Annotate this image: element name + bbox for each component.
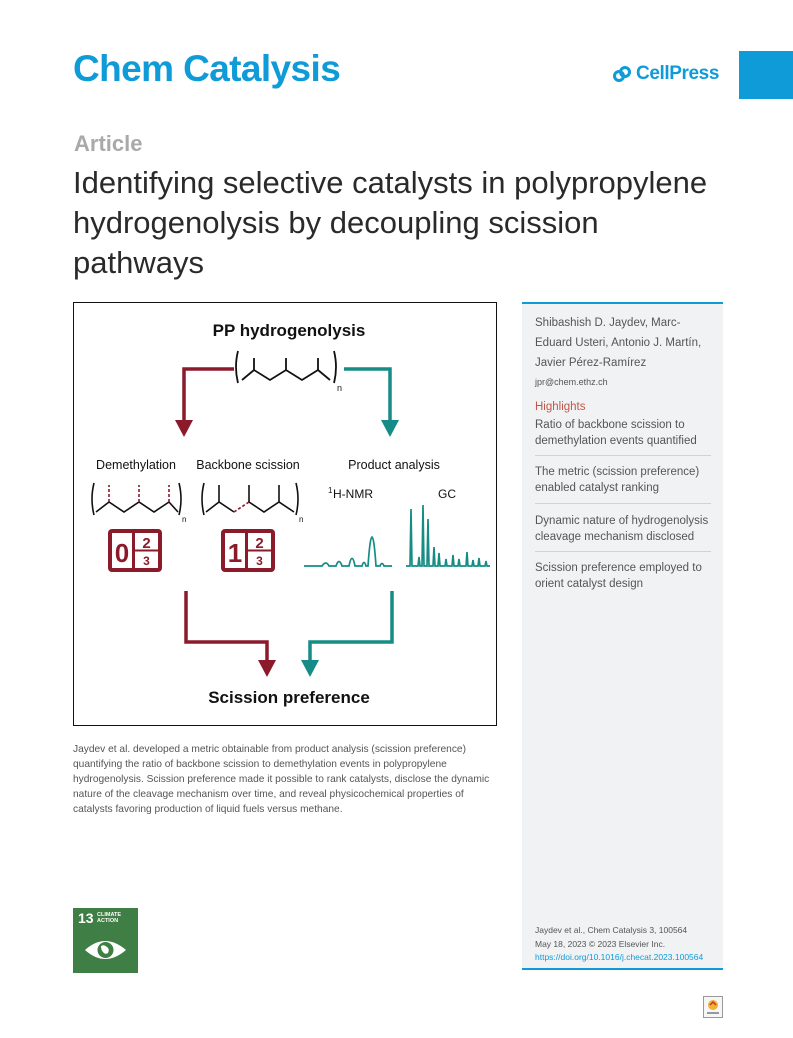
highlight-divider xyxy=(535,551,711,552)
sdg-label-line2: ACTION xyxy=(97,918,119,924)
demethylation-chain xyxy=(92,483,181,515)
teal-arrow-bottom xyxy=(310,591,392,661)
cellpress-logo[interactable] xyxy=(612,63,719,85)
ga-subscript-n: n xyxy=(337,383,343,393)
teal-arrow-top xyxy=(344,369,390,421)
red-arrow-bottom xyxy=(186,591,267,661)
sdg-number: 13 xyxy=(78,910,94,926)
sdg-label-line1: CLIMATE xyxy=(97,912,122,918)
product-analysis-label: Product analysis xyxy=(348,458,440,472)
publisher-name: CellPress xyxy=(636,63,720,84)
header-color-tab xyxy=(739,51,793,99)
pp-chain-top xyxy=(236,351,336,383)
highlights-heading: Highlights xyxy=(535,401,586,413)
red-arrowhead-bottom xyxy=(258,660,276,677)
counter-right-bottom-digit: 3 xyxy=(256,554,263,568)
gc-chromatogram xyxy=(406,505,490,566)
teal-arrowhead-top xyxy=(381,420,399,437)
sdg-climate-action-badge xyxy=(73,908,138,973)
backbone-subscript-n: n xyxy=(299,515,304,524)
doi-link[interactable]: https://doi.org/10.1016/j.checat.2023.100564 xyxy=(535,952,704,962)
demethylation-subscript-n: n xyxy=(182,515,187,524)
author-list: Shibashish D. Jaydev, Marc-Eduard Usteri, Antonio J. Martín, Javier Pérez-Ramírez xyxy=(535,317,702,369)
counter-right-top-digit: 2 xyxy=(255,535,264,552)
counter-right-digit: 1 xyxy=(227,538,243,568)
teal-arrowhead-bottom xyxy=(301,660,319,677)
red-arrowhead-top xyxy=(175,420,193,437)
publication-date: May 18, 2023 © 2023 Elsevier Inc. xyxy=(535,939,666,949)
highlight-divider xyxy=(535,503,711,504)
citation: Jaydev et al., Chem Catalysis 3, 100564 xyxy=(535,925,688,935)
article-title: Identifying selective catalysts in polypropylene hydrogenolysis by decoupling scission pathways xyxy=(73,165,708,280)
summary-text: Jaydev et al. developed a metric obtainable from product analysis (scission preference) quantifying the ratio of backbone scission to demethylation events in polypropylene hydrogenolysis. Scission preference made it possible to rank catalysts, disclose the dynamic nature of the cleavage mechanism over time, and reveal physicochemical properties of catalysts favoring production of liquid fuels versus methane. xyxy=(73,744,490,815)
eye-globe-icon xyxy=(73,908,138,973)
demethylation-label: Demethylation xyxy=(96,458,176,472)
backbone-scission-label: Backbone scission xyxy=(196,458,300,472)
nmr-superscript: 1 xyxy=(328,486,333,495)
highlight-item: Ratio of backbone scission to demethylation events quantified xyxy=(535,419,697,447)
highlight-item: Dynamic nature of hydrogenolysis cleavage mechanism disclosed xyxy=(535,515,709,543)
highlight-item: The metric (scission preference) enabled catalyst ranking xyxy=(535,466,700,494)
graphical-abstract xyxy=(73,302,497,726)
gc-label: GC xyxy=(438,487,456,501)
article-type: Article xyxy=(74,131,143,156)
check-for-updates-icon[interactable] xyxy=(703,996,723,1018)
corresponding-email[interactable]: jpr@chem.ethz.ch xyxy=(535,377,608,387)
counter-left-top-digit: 2 xyxy=(142,535,151,552)
scission-preference-label: Scission preference xyxy=(208,688,370,707)
counter-left-bottom-digit: 3 xyxy=(143,554,150,568)
backbone-scission-chain xyxy=(202,483,298,515)
cellpress-mark-icon xyxy=(612,64,632,84)
highlight-divider xyxy=(535,455,711,456)
counter-left-digit: 0 xyxy=(114,538,130,568)
nmr-label: H-NMR xyxy=(333,487,373,501)
ga-title: PP hydrogenolysis xyxy=(212,321,366,340)
red-arrow-top xyxy=(184,369,234,421)
highlight-item: Scission preference employed to orient catalyst design xyxy=(535,562,702,590)
journal-name: Chem Catalysis xyxy=(73,48,341,89)
nmr-spectrum xyxy=(304,537,392,566)
